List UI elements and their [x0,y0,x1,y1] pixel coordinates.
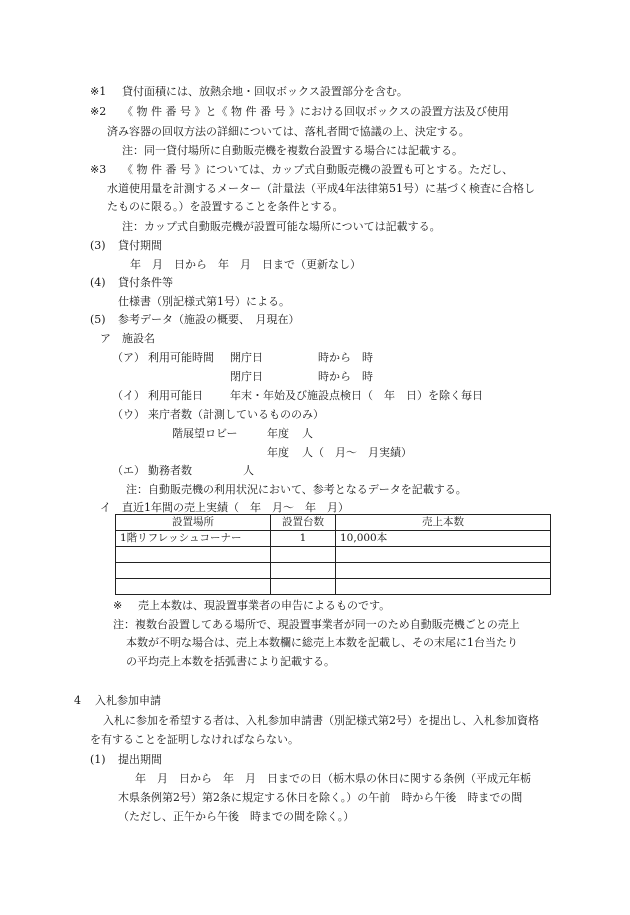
note-2-line1: 《 物 件 番 号 》と《 物 件 番 号 》における回収ボックスの設置方法及び使用 [122,105,509,118]
period-line2: 木県条例第2号）第2条に規定する休日を除く。）の午前 時から午後 時までの間 [118,791,523,804]
workers-label: （エ） [112,464,145,477]
cell-location: 1階リフレッシュコーナー [116,531,271,547]
table-note-2-line3: の平均売上本数を括弧書により記載する。 [126,655,335,668]
period-title: 提出期間 [118,753,162,766]
note-1-text: 貸付面積には、放熱余地・回収ボックス設置部分を含む。 [122,85,408,98]
facility-title: 施設名 [122,332,155,345]
note-2-line2: 済み容器の回収方法の詳細については、落札者間で協議の上、決定する。 [107,125,470,138]
section-3-title: 貸付期間 [118,239,162,252]
period-line3: （ただし、正午から午後 時までの間を除く。） [118,810,355,823]
hours-open-time: 時から 時 [318,351,373,364]
note-3-line1: 《 物 件 番 号 》については、カップ式自動販売機の設置も可とする。ただし、 [122,163,514,176]
workers-title: 勤務者数 [148,464,192,477]
cell-units [271,579,336,595]
table-note-1-text: 売上本数は、現設置事業者の申告によるものです。 [138,599,391,612]
days-text: 年末・年始及び施設点検日（ 年 日）を除く毎日 [230,389,483,402]
hours-open-day: 開庁日 [230,351,263,364]
section-3-body: 年 月 日から 年 月 日まで（更新なし） [130,258,361,271]
cell-location [116,579,271,595]
table-row [116,579,551,595]
header-sales: 売上本数 [336,515,551,531]
sales-title: 直近1年間の売上実績（ 年 月～ 年 月） [122,501,349,514]
note-1-mark: ※1 [90,85,107,98]
cell-sales [336,547,551,563]
days-title: 利用可能日 [148,389,203,402]
cell-units: 1 [271,531,336,547]
note-3-mark: ※3 [90,163,107,176]
table-note-2-line1: 注：複数台設置してある場所で、現設置事業者が同一のため自動販売機ごとの売上 [113,618,520,631]
period-number: (1) [90,753,106,766]
note-2-sub: 注：同一貸付場所に自動販売機を複数台設置する場合には記載する。 [122,144,463,157]
note-3-line2: 水道使用量を計測するメーター（計量法（平成4年法律第51号）に基づく検査に合格し [107,182,535,195]
header-units: 設置台数 [271,515,336,531]
bid-section-number: 4 [74,694,81,707]
table-header-row [116,515,551,531]
visitors-place: 階展望ロビー [172,427,238,440]
cell-sales [336,563,551,579]
cell-units [271,563,336,579]
cell-location [116,563,271,579]
note-3-sub: 注：カップ式自動販売機が設置可能な場所については記載する。 [122,220,441,233]
visitors-row2-count: 人（ 月～ 月実績） [302,446,412,459]
section-4-number: (4) [90,276,106,289]
table-row [116,563,551,579]
bid-intro-line2: を有することを証明しなければならない。 [90,733,299,746]
cell-units [271,547,336,563]
period-line1: 年 月 日から 年 月 日までの日（栃木県の休日に関する条例（平成元年栃 [135,772,531,785]
table-row [116,547,551,563]
workers-count: 人 [243,464,254,477]
header-location: 設置場所 [116,515,271,531]
cell-location [116,547,271,563]
visitors-label: （ウ） [112,408,145,421]
hours-closed-time: 時から 時 [318,370,373,383]
hours-label: （ア） [112,351,145,364]
visitors-row1-year: 年度 [267,427,289,440]
table-note-2-line2: 本数が不明な場合は、売上本数欄に総売上本数を記載し、その末尾に1台当たり [126,636,518,649]
workers-note: 注：自動販売機の利用状況において、参考となるデータを記載する。 [126,483,467,496]
sales-table [115,514,551,595]
cell-sales [336,579,551,595]
visitors-title: 来庁者数（計測しているもののみ） [148,408,324,421]
table-row [116,531,551,547]
bid-section-title: 入札参加申請 [95,694,161,707]
table-note-1-mark: ※ [113,599,123,612]
hours-closed-day: 閉庁日 [230,370,263,383]
section-4-title: 貸付条件等 [118,276,173,289]
bid-intro-line1: 入札に参加を希望する者は、入札参加申請書（別記様式第2号）を提出し、入札参加資格 [103,714,539,727]
cell-sales: 10,000本 [336,531,551,547]
section-3-number: (3) [90,239,106,252]
visitors-row2-year: 年度 [267,446,289,459]
section-5-title: 参考データ（施設の概要、 月現在） [118,313,300,326]
note-3-line3: たものに限る。）を設置することを条件とする。 [107,200,344,213]
section-5-number: (5) [90,313,106,326]
facility-label: ア [100,332,111,345]
section-4-body: 仕様書（別記様式第1号）による。 [118,295,290,308]
visitors-row1-count: 人 [302,427,313,440]
sales-label: イ [100,501,111,514]
hours-title: 利用可能時間 [148,351,214,364]
days-label: （イ） [112,389,145,402]
note-2-mark: ※2 [90,105,107,118]
